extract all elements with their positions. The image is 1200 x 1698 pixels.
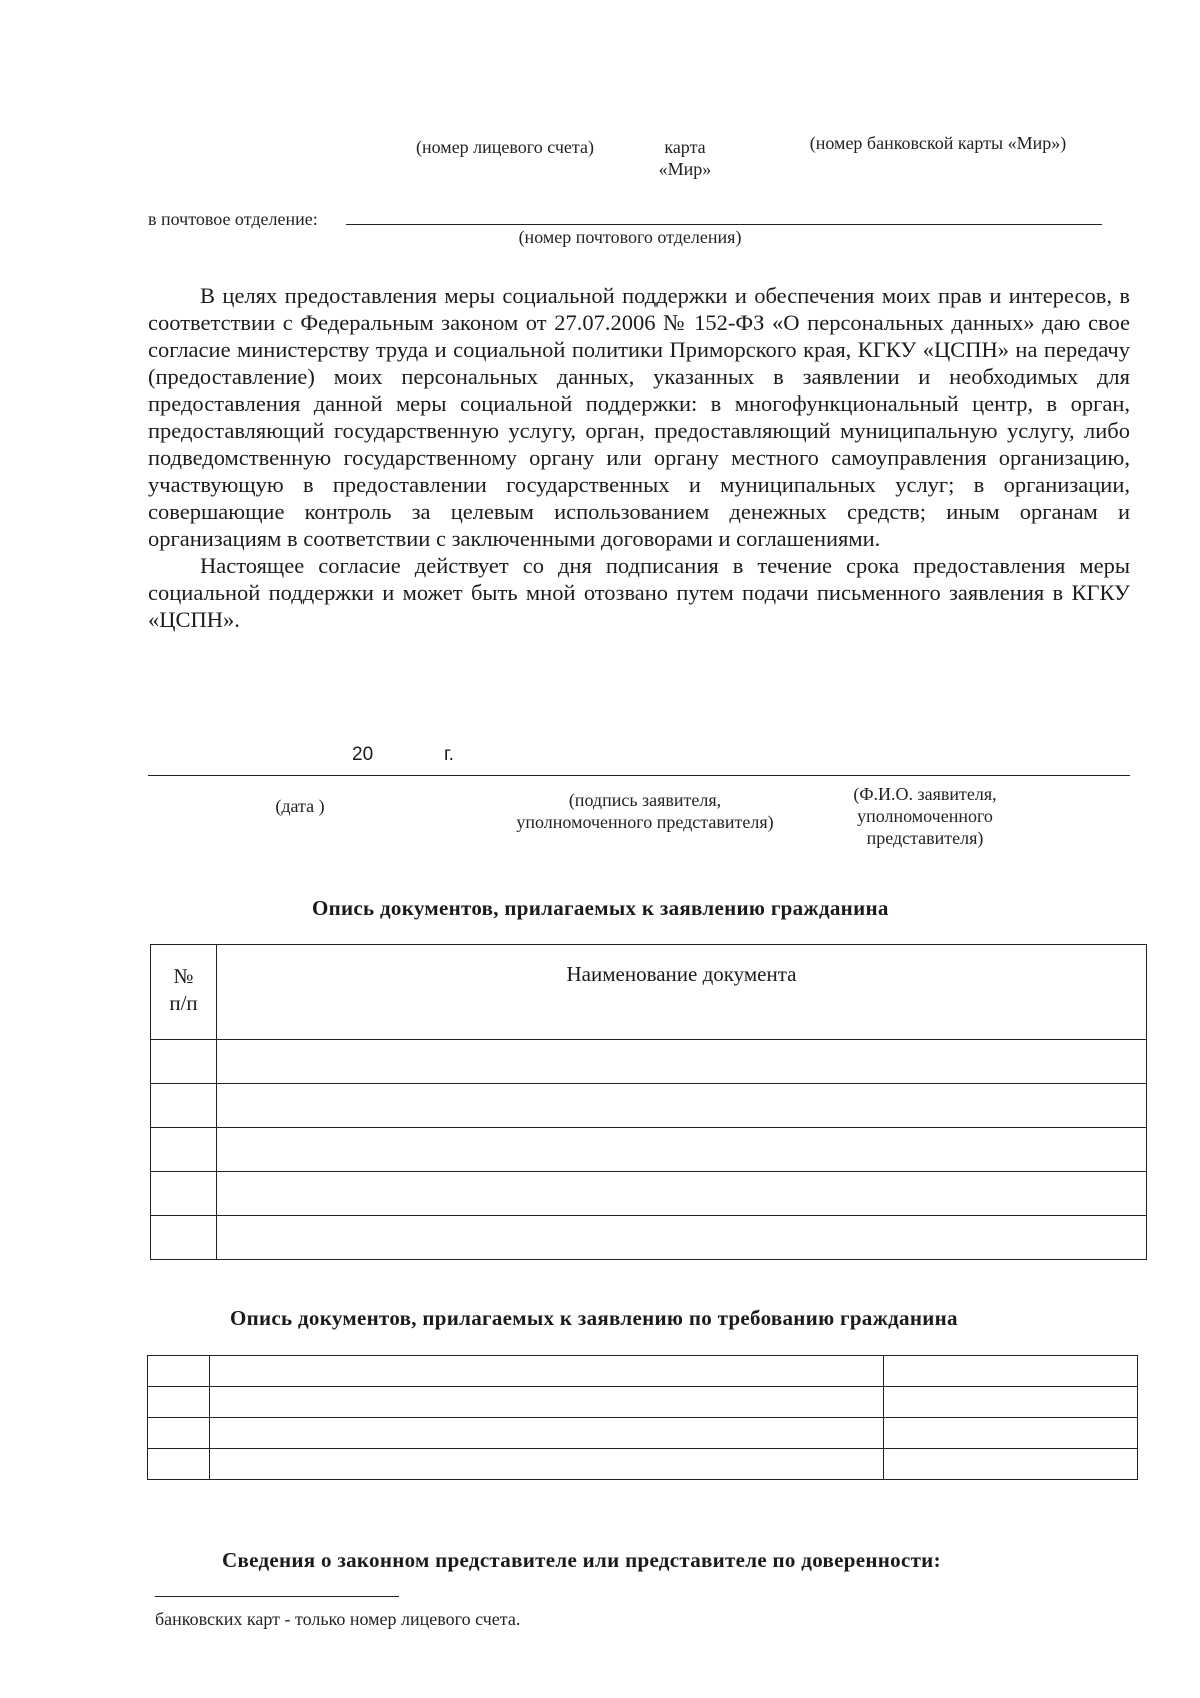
- inventory-header-row: [151, 945, 1147, 1040]
- table-row: [151, 1172, 1147, 1216]
- table-cell[interactable]: [217, 1040, 1147, 1084]
- fio-caption: [825, 783, 1025, 849]
- inventory-col-number-line2: п/п: [169, 991, 198, 1015]
- signature-caption: [490, 789, 800, 833]
- table-cell[interactable]: [148, 1356, 210, 1387]
- table-cell[interactable]: [151, 1216, 217, 1260]
- inventory-col-name: Наименование документа: [217, 945, 1147, 1040]
- card-mir-caption-line2: «Мир»: [658, 159, 712, 179]
- table-cell[interactable]: [884, 1356, 1138, 1387]
- inventory-request-table: [147, 1355, 1138, 1480]
- inventory-col-number-line1: №: [173, 964, 194, 988]
- table-row: [151, 1040, 1147, 1084]
- fio-caption-line1: (Ф.И.О. заявителя,: [853, 784, 997, 804]
- table-cell[interactable]: [151, 1040, 217, 1084]
- card-mir-caption-line1: карта: [664, 137, 706, 157]
- signature-line[interactable]: [148, 775, 1130, 776]
- table-cell[interactable]: [151, 1128, 217, 1172]
- card-mir-caption: [640, 136, 730, 180]
- table-cell[interactable]: [151, 1172, 217, 1216]
- table-cell[interactable]: [884, 1387, 1138, 1418]
- table-row: [148, 1387, 1138, 1418]
- footnote-separator: [155, 1596, 399, 1597]
- table-cell[interactable]: [151, 1084, 217, 1128]
- year-prefix: 20: [352, 744, 374, 765]
- table-cell[interactable]: [884, 1418, 1138, 1449]
- table-cell[interactable]: [217, 1128, 1147, 1172]
- fio-caption-line2: уполномоченного: [857, 806, 993, 826]
- inventory-table: [150, 944, 1147, 1260]
- table-cell[interactable]: [148, 1387, 210, 1418]
- inventory-request-title: Опись документов, прилагаемых к заявлению по требованию гражданина: [230, 1306, 958, 1330]
- post-office-caption: (номер почтового отделения): [518, 227, 742, 247]
- signature-caption-line2: уполномоченного представителя): [516, 812, 774, 832]
- table-cell[interactable]: [148, 1418, 210, 1449]
- table-row: [151, 1084, 1147, 1128]
- table-cell[interactable]: [217, 1216, 1147, 1260]
- signature-caption-line1: (подпись заявителя,: [568, 790, 722, 810]
- table-row: [148, 1418, 1138, 1449]
- consent-paragraph-1: В целях предоставления меры социальной поддержки и обеспечения моих прав и интересов, в соответствии с Федеральным законом от 27.07.2006 № 152-ФЗ «О персональных данных» даю свое согласие министерству труда и социальной политики Приморского края, КГКУ «ЦСПН» на передачу (предоставление) моих персональных данных, указанных в заявлении и необходимых для предоставления данной меры социальной поддержки: в многофункциональный центр, в орган, предоставляющий государственную услугу, орган, предоставляющий муниципальную услугу, либо подведомственную государственному органу или органу местного самоуправления организацию, участвующую в предоставлении государственных и муниципальных услуг; в организации, совершающие контроль за целевым использованием денежных средств; иным органам и организациям в соответствии с заключенными договорами и соглашениями.: [148, 283, 1130, 551]
- table-cell[interactable]: [217, 1172, 1147, 1216]
- table-cell[interactable]: [884, 1449, 1138, 1480]
- table-cell[interactable]: [210, 1449, 884, 1480]
- post-office-label: в почтовое отделение:: [148, 209, 318, 229]
- bank-card-number-caption: (номер банковской карты «Мир»): [809, 133, 1067, 153]
- post-office-input-line[interactable]: [346, 224, 1102, 225]
- table-row: [148, 1356, 1138, 1387]
- table-cell[interactable]: [210, 1387, 884, 1418]
- table-row: [151, 1216, 1147, 1260]
- table-row: [151, 1128, 1147, 1172]
- table-cell[interactable]: [148, 1449, 210, 1480]
- representative-title: Сведения о законном представителе или представителе по доверенности:: [222, 1548, 941, 1572]
- fio-caption-line3: представителя): [866, 828, 984, 848]
- year-suffix: г.: [444, 744, 454, 765]
- table-cell[interactable]: [210, 1356, 884, 1387]
- table-row: [148, 1449, 1138, 1480]
- account-number-caption: (номер лицевого счета): [416, 137, 594, 157]
- inventory-title: Опись документов, прилагаемых к заявлению гражданина: [312, 896, 889, 920]
- date-caption: (дата ): [275, 796, 325, 816]
- consent-paragraph-2: Настоящее согласие действует со дня подписания в течение срока предоставления меры социальной поддержки и может быть мной отозвано путем подачи письменного заявления в КГКУ «ЦСПН».: [148, 553, 1130, 632]
- table-cell[interactable]: [210, 1418, 884, 1449]
- footnote-text: банковских карт - только номер лицевого счета.: [155, 1609, 521, 1629]
- inventory-col-number: [151, 945, 217, 1040]
- table-cell[interactable]: [217, 1084, 1147, 1128]
- consent-text: [148, 282, 1130, 633]
